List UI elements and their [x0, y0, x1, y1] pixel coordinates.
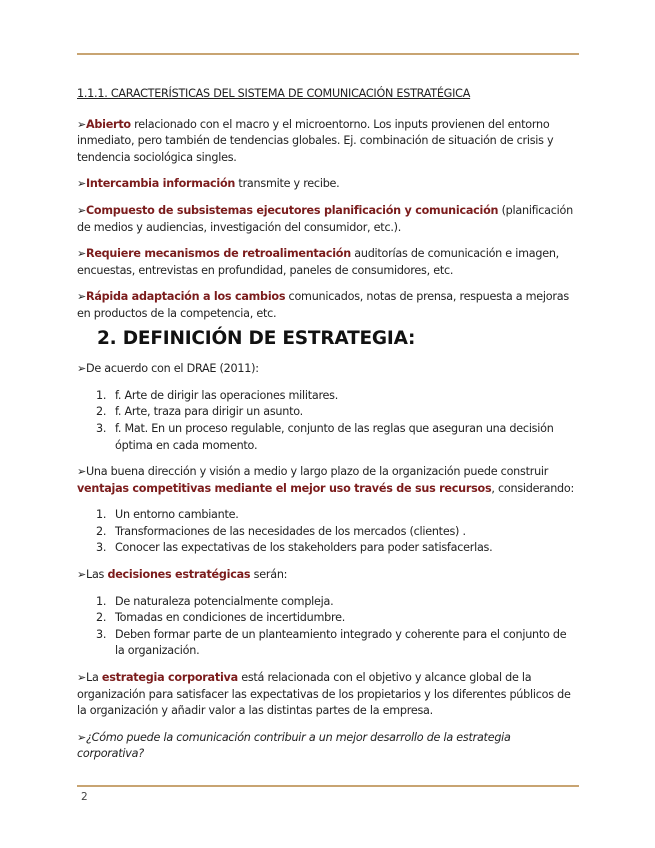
list-number: 1. [96, 594, 107, 608]
list-item-text: f. Arte, traza para dirigir un asunto. [115, 405, 303, 419]
list-number: 2. [96, 611, 107, 625]
list-item-text: De naturaleza potencialmente compleja. [115, 594, 334, 608]
arrow-bullet-icon: ➢ [77, 117, 86, 131]
corporate-pre: La [85, 671, 102, 685]
drae-definitions-list [77, 388, 579, 454]
page-number: 2 [81, 791, 88, 803]
corporate-highlight: estrategia corporativa [101, 671, 238, 685]
direction-highlight: ventajas competitivas mediante el mejor uso través de sus recursos [77, 481, 492, 495]
decisions-highlight: decisiones estratégicas [107, 568, 251, 582]
characteristic-adaptacion [77, 289, 579, 322]
characteristic-term: Compuesto de subsistemas ejecutores planificación y comunicación [85, 203, 499, 217]
list-item-text: Transformaciones de las necesidades de los mercados (clientes) . [115, 524, 466, 538]
list-item [77, 540, 579, 557]
characteristic-abierto [77, 117, 579, 167]
list-item [77, 524, 579, 541]
arrow-bullet-icon: ➢ [77, 465, 86, 479]
characteristic-term: Intercambia información [85, 177, 236, 191]
characteristic-text: (planificación de medios y audiencias, investigación del consumidor, etc.). [77, 203, 573, 234]
question-text: ¿Cómo puede la comunicación contribuir a un mejor desarrollo de la estrategia corporativa? [77, 730, 511, 761]
arrow-bullet-icon: ➢ [77, 362, 86, 376]
list-number: 2. [96, 405, 107, 419]
drae-intro-text: De acuerdo con el DRAE (2011): [85, 362, 259, 376]
characteristic-text: transmite y recibe. [235, 177, 340, 191]
arrow-bullet-icon: ➢ [77, 203, 86, 217]
list-item [77, 388, 579, 405]
decisions-pre: Las [85, 568, 108, 582]
decisions-list [77, 594, 579, 660]
direction-post: , considerando: [491, 481, 575, 495]
list-item-text: Deben formar parte de un planteamiento integrado y coherente para el conjunto de la organización. [115, 627, 567, 658]
list-number: 3. [96, 421, 107, 435]
arrow-bullet-icon: ➢ [77, 177, 86, 191]
drae-intro [77, 361, 579, 378]
list-item-text: f. Arte de dirigir las operaciones militares. [115, 388, 339, 402]
corporate-paragraph [77, 670, 579, 720]
list-item [77, 610, 579, 627]
characteristic-term: Abierto [85, 117, 131, 131]
section-heading: 1.1.1. CARACTERÍSTICAS DEL SISTEMA DE COMUNICACIÓN ESTRATÉGICA [77, 87, 471, 100]
list-item [77, 404, 579, 421]
decisions-post: serán: [250, 568, 288, 582]
list-item-text: Conocer las expectativas de los stakeholders para poder satisfacerlas. [115, 541, 493, 555]
question-paragraph [77, 730, 579, 763]
characteristic-retroalimentacion [77, 246, 579, 279]
list-item [77, 627, 579, 660]
list-item [77, 594, 579, 611]
arrow-bullet-icon: ➢ [77, 671, 86, 685]
list-item-text: Un entorno cambiante. [115, 508, 239, 522]
characteristic-term: Rápida adaptación a los cambios [85, 290, 286, 304]
header-rule [77, 53, 579, 55]
arrow-bullet-icon: ➢ [77, 568, 86, 582]
document-body [77, 86, 579, 773]
list-item [77, 421, 579, 454]
characteristic-intercambia [77, 176, 579, 193]
arrow-bullet-icon: ➢ [77, 247, 86, 261]
decisions-paragraph [77, 567, 579, 584]
direction-paragraph [77, 464, 579, 497]
arrow-bullet-icon: ➢ [77, 290, 86, 304]
list-number: 1. [96, 508, 107, 522]
list-number: 3. [96, 627, 107, 641]
direction-list [77, 507, 579, 557]
list-item-text: f. Mat. En un proceso regulable, conjunto de las reglas que aseguran una decisión óptima en cada momento. [115, 421, 554, 452]
list-item-text: Tomadas en condiciones de incertidumbre. [115, 611, 346, 625]
list-number: 3. [96, 541, 107, 555]
footer-rule [77, 785, 579, 787]
characteristic-text: comunicados, notas de prensa, respuesta a mejoras en productos de la competencia, etc. [77, 290, 569, 320]
characteristic-compuesto [77, 203, 579, 236]
characteristic-text: relacionado con el macro y el microentorno. Los inputs provienen del entorno inmediato, pero también de tendencias globales. Ej. combinación de situación de crisis y tendencia sociológica singles. [77, 117, 554, 164]
list-item [77, 507, 579, 524]
list-number: 1. [96, 388, 107, 402]
list-number: 2. [96, 524, 107, 538]
characteristic-text: auditorías de comunicación e imagen, encuestas, entrevistas en profundidad, paneles de consumidores, etc. [77, 247, 559, 277]
direction-pre: Una buena dirección y visión a medio y largo plazo de la organización puede construir [85, 465, 549, 479]
characteristic-term: Requiere mecanismos de retroalimentación [85, 247, 351, 261]
section-title: 2. DEFINICIÓN DE ESTRATEGIA: [97, 327, 416, 349]
arrow-bullet-icon: ➢ [77, 730, 86, 744]
corporate-post: está relacionada con el objetivo y alcance global de la organización para satisfacer las expectativas de los propietarios y los diferentes públicos de la organización y añadir valor a las distintas partes de la empresa. [77, 671, 571, 718]
